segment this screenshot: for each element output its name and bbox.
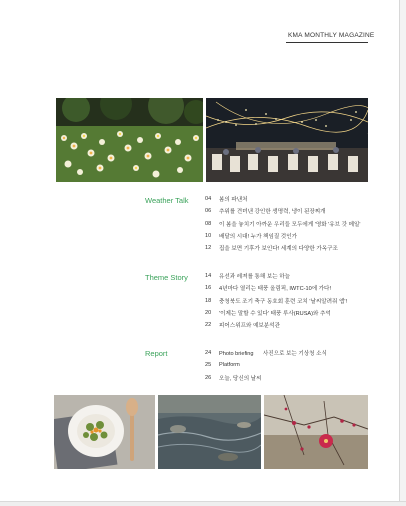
page-number: 22 <box>205 322 212 329</box>
article-title: '이제는 말할 수 있다' 태풍 루사(RUSA)와 추억 <box>219 311 331 318</box>
section-title-report: Report <box>145 349 168 358</box>
toc-item[interactable] <box>205 347 375 359</box>
page-edge <box>399 0 406 506</box>
page-number: 06 <box>205 208 212 215</box>
article-title: 4년마다 열리는 태풍 올림픽, IWTC-10에 가다! <box>219 286 332 293</box>
daffodil-garden-photo <box>56 98 203 182</box>
article-title: 피어스위프와 예보분석관 <box>219 323 280 330</box>
toc-item[interactable] <box>205 205 375 217</box>
page-number: 12 <box>205 245 212 252</box>
page-number: 18 <box>205 297 212 304</box>
toc-item[interactable] <box>205 282 375 294</box>
page-number: 04 <box>205 196 212 203</box>
page-number: 20 <box>205 310 212 317</box>
toc-item[interactable] <box>205 295 375 307</box>
toc-item[interactable] <box>205 372 375 384</box>
page-number: 25 <box>205 362 212 369</box>
article-title: 집을 보면 기후가 보인다! 세계의 다양한 가옥구조 <box>219 246 338 253</box>
title-underline <box>286 42 368 43</box>
page-number: 24 <box>205 350 212 357</box>
toc-item[interactable] <box>205 193 375 205</box>
toc-list-theme-story <box>205 270 375 331</box>
article-title: 유선과 레져를 통해 보는 하늘 <box>219 274 291 281</box>
section-title-theme-story: Theme Story <box>145 273 188 282</box>
article-title: 충청북도 조기 축구 동호회 훈련 코치 '날씨알려줘 앱'! <box>219 298 348 305</box>
plum-blossom-photo <box>264 395 368 469</box>
page-number: 14 <box>205 273 212 280</box>
section-title-weather-talk: Weather Talk <box>145 196 189 205</box>
toc-item[interactable] <box>205 270 375 282</box>
stream-water-photo <box>158 395 261 469</box>
toc-item[interactable] <box>205 242 375 254</box>
article-title: Photo briefing 사진으로 보는 기상청 소식 <box>219 351 327 358</box>
page-number: 26 <box>205 374 212 381</box>
magazine-title: KMA MONTHLY MAGAZINE <box>288 32 375 39</box>
toc-list-weather-talk <box>205 193 375 254</box>
page-edge-bottom <box>0 501 406 506</box>
toc-item[interactable] <box>205 230 375 242</box>
night-event-photo <box>206 98 368 182</box>
toc-list-report <box>205 347 375 384</box>
page-number: 08 <box>205 220 212 227</box>
article-title: Platform <box>219 362 240 369</box>
toc-item[interactable] <box>205 307 375 319</box>
article-title: 추위를 견뎌낸 강인한 생명력, 냉이 된장찌개 <box>219 209 326 216</box>
page-number: 16 <box>205 285 212 292</box>
article-title: 배달의 시대! 누가 책임질 것인가 <box>219 234 298 241</box>
toc-item[interactable] <box>205 218 375 230</box>
article-title: 봄의 파낸처 <box>219 197 248 204</box>
article-title: 이 봄을 놓치기 아까운 우리들 모두에게 '영화 '유브 갓 메일' <box>219 221 361 228</box>
article-title: 오늘, 당신의 날씨 <box>219 375 262 382</box>
toc-item[interactable] <box>205 359 375 371</box>
toc-item[interactable] <box>205 319 375 331</box>
page-number: 10 <box>205 233 212 240</box>
salad-bowl-photo <box>54 395 155 469</box>
